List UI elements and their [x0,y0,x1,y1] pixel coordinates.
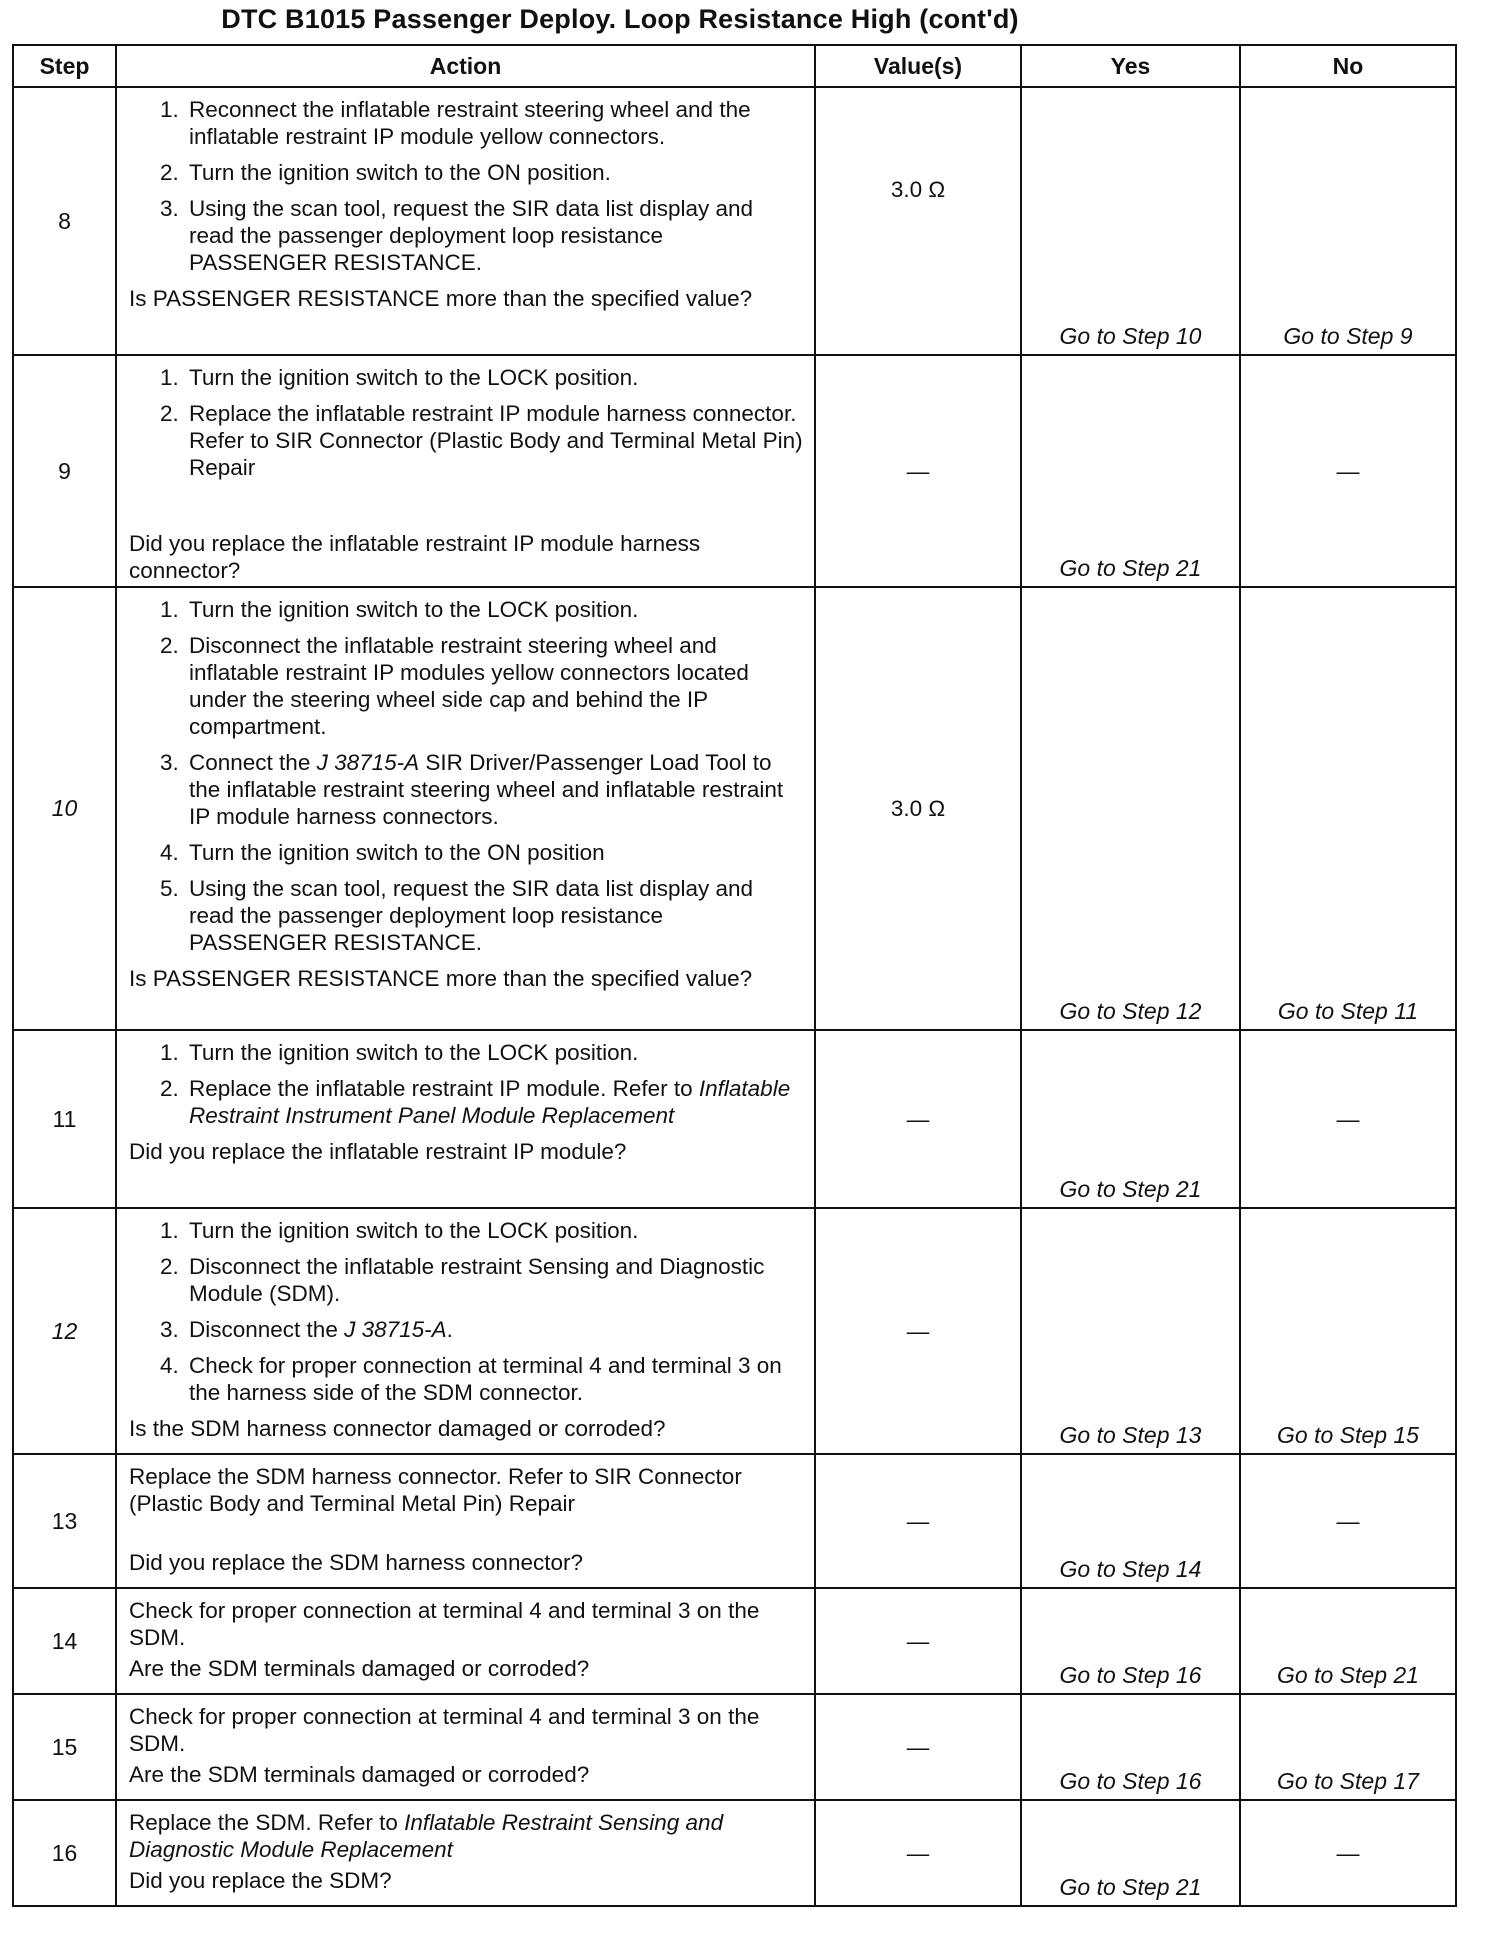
header-yes: Yes [1021,45,1240,87]
action-step: 1. Turn the ignition switch to the LOCK position. [185,1039,804,1066]
table-row [13,1588,1456,1694]
action-step: 4. Turn the ignition switch to the ON position [185,839,804,866]
action-cell [116,1588,815,1694]
no-cell: — [1240,1030,1456,1208]
action-steps [129,1217,804,1406]
value-cell [815,87,1021,355]
document-reference: Inflatable Restraint Sensing and Diagnostic Module Replacement [129,1810,724,1862]
action-steps [129,1039,804,1129]
action-step: 1. Reconnect the inflatable restraint steering wheel and the inflatable restraint IP module yellow connectors. [185,96,804,150]
step-number: 12 [13,1208,116,1454]
value-cell: — [815,1800,1021,1906]
header-action: Action [116,45,815,87]
action-cell [116,1454,815,1588]
header-step: Step [13,45,116,87]
header-values: Value(s) [815,45,1021,87]
action-question: Is PASSENGER RESISTANCE more than the specified value? [129,286,753,311]
table-row [13,1694,1456,1800]
step-number: 13 [13,1454,116,1588]
action-step [185,749,804,830]
action-step: 2. Disconnect the inflatable restraint Sensing and Diagnostic Module (SDM). [185,1253,804,1307]
action-question: Did you replace the inflatable restraint IP module? [129,1139,627,1164]
action-step-text: Connect the [189,750,317,775]
action-question: Is the SDM harness connector damaged or corroded? [129,1416,666,1441]
action-step-text: Tool to the inflatable restraint steering wheel and inflatable restraint IP module harness connectors. [189,750,784,829]
value-cell: — [815,1208,1021,1454]
action-step: 1. Turn the ignition switch to the LOCK position. [185,596,804,623]
page-title: DTC B1015 Passenger Deploy. Loop Resistance High (cont'd) [221,4,1019,34]
action-text: Replace the SDM harness connector. Refer to SIR Connector (Plastic Body and Terminal Metal Pin) Repair [129,1464,742,1516]
action-question: Did you replace the inflatable restraint IP module harness connector? [129,531,701,583]
value-cell: — [815,1454,1021,1588]
yes-cell: Go to Step 13 [1021,1208,1240,1454]
action-step: 5. Using the scan tool, request the SIR data list display and read the passenger deployment loop resistance PASSENGER RESISTANCE. [185,875,804,956]
value-cell: — [815,1694,1021,1800]
yes-cell: Go to Step 21 [1021,1800,1240,1906]
action-cell [116,1030,815,1208]
action-cell [116,1208,815,1454]
action-steps [129,96,804,276]
action-step: 3. Using the scan tool, request the SIR data list display and read the passenger deployment loop resistance PASSENGER RESISTANCE. [185,195,804,276]
action-text: Check for proper connection at terminal 4 and terminal 3 on the SDM. [129,1598,760,1650]
action-step-text: . [446,1317,453,1342]
yes-cell: Go to Step 10 [1021,87,1240,355]
yes-cell: Go to Step 21 [1021,1030,1240,1208]
value-cell: 3.0 Ω [815,587,1021,1030]
yes-cell: Go to Step 21 [1021,355,1240,587]
action-step: 1. Turn the ignition switch to the LOCK position. [185,1217,804,1244]
action-cell [116,1694,815,1800]
table-row [13,1030,1456,1208]
yes-cell: Go to Step 16 [1021,1694,1240,1800]
yes-cell: Go to Step 12 [1021,587,1240,1030]
step-number: 10 [13,587,116,1030]
value-cell: — [815,1588,1021,1694]
action-text [129,1809,804,1863]
value-cell: — [815,1030,1021,1208]
action-cell [116,87,815,355]
action-step-text: Replace the SDM. Refer to [129,1810,405,1835]
action-question: Did you replace the SDM? [129,1868,392,1893]
no-cell: Go to Step 17 [1240,1694,1456,1800]
no-cell: — [1240,1454,1456,1588]
action-step: 1. Turn the ignition switch to the LOCK position. [185,364,804,391]
document-reference: Inflatable Restraint Instrument Panel Module Replacement [189,1076,791,1128]
table-header-row [13,45,1456,87]
table-row [13,1800,1456,1906]
action-step: 2. Replace the inflatable restraint IP module harness connector. Refer to SIR Connector (Plastic Body and Terminal Metal Pin) Repair [185,400,804,481]
no-cell: — [1240,1800,1456,1906]
no-cell: Go to Step 21 [1240,1588,1456,1694]
no-cell: — [1240,355,1456,587]
table-row [13,355,1456,587]
step-number: 16 [13,1800,116,1906]
step-number: 15 [13,1694,116,1800]
no-cell: Go to Step 9 [1240,87,1456,355]
action-steps [129,364,804,481]
no-cell: Go to Step 15 [1240,1208,1456,1454]
action-step: 4. Check for proper connection at terminal 4 and terminal 3 on the harness side of the SDM connector. [185,1352,804,1406]
action-text: Check for proper connection at terminal 4 and terminal 3 on the SDM. [129,1704,760,1756]
action-steps [129,596,804,956]
step-number: 14 [13,1588,116,1694]
action-step-text: Disconnect the [189,1317,345,1342]
value-text: 3.0 Ω [890,176,946,202]
header-no: No [1240,45,1456,87]
table-row [13,587,1456,1030]
diagnostic-table [12,44,1457,1907]
no-cell: Go to Step 11 [1240,587,1456,1030]
table-row [13,1454,1456,1588]
table-row [13,1208,1456,1454]
yes-cell: Go to Step 14 [1021,1454,1240,1588]
value-cell: — [815,355,1021,587]
table-row [13,87,1456,355]
tool-reference: J 38715-A [344,1317,447,1342]
action-step: 2. Turn the ignition switch to the ON position. [185,159,804,186]
action-step [185,1075,804,1129]
step-number: 11 [13,1030,116,1208]
yes-cell: Go to Step 16 [1021,1588,1240,1694]
action-step: 2. Disconnect the inflatable restraint steering wheel and inflatable restraint IP modules yellow connectors located under the steering wheel side cap and behind the IP compartment. [185,632,804,740]
tool-reference: J 38715-A [316,750,420,775]
action-question: Are the SDM terminals damaged or corroded? [129,1762,590,1787]
action-cell [116,587,815,1030]
action-step [185,1316,804,1343]
action-step-text: Replace the inflatable restraint IP module. Refer to [189,1076,693,1101]
step-number: 8 [13,87,116,355]
action-question: Did you replace the SDM harness connector? [129,1550,583,1575]
step-number: 9 [13,355,116,587]
action-cell [116,355,815,587]
action-question: Are the SDM terminals damaged or corroded? [129,1656,590,1681]
action-step-text: SIR Driver/Passenger Load [419,750,700,775]
action-question: Is PASSENGER RESISTANCE more than the specified value? [129,966,753,991]
action-cell [116,1800,815,1906]
